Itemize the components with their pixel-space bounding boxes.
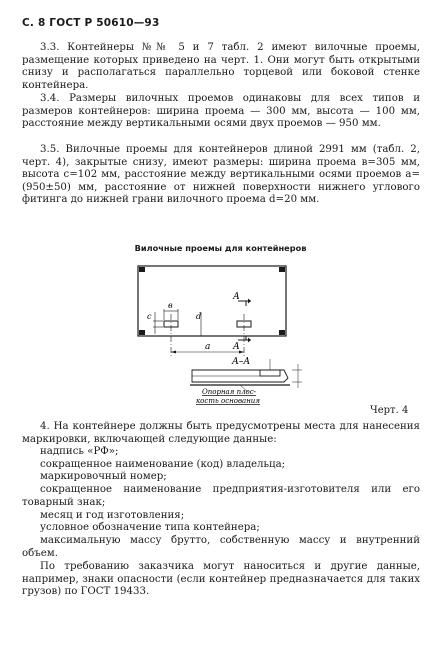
label-dim-a: а — [205, 342, 211, 352]
label-dim-d: d — [196, 312, 202, 321]
label-section-title: А–А — [232, 357, 251, 367]
label-base-note-2: кость основания — [196, 397, 260, 405]
marking-item: надпись «РФ»; — [40, 446, 119, 457]
marking-item: сокращенное наименование (код) владельца; — [40, 459, 286, 470]
marking-item: месяц и год изготовления; — [40, 510, 185, 521]
label-section-a-top: А — [233, 292, 240, 302]
marking-item: сокращенное наименование предприятия-изготовителя или его товарный знак; — [22, 484, 420, 508]
label-dim-b: в — [168, 301, 173, 310]
label-base-note-1: Опорная плос- — [202, 388, 257, 396]
page-header: С. 8 ГОСТ Р 50610—93 — [22, 17, 160, 29]
forklift-pocket-drawing — [120, 254, 320, 419]
marking-item: маркировочный номер; — [40, 471, 167, 482]
paragraph-3-4: 3.4. Размеры вилочных проемов одинаковы для всех типов и размеров контейнеров: ширина проема — 300 мм, высота — 100 мм, расстояние между вертикальными осями двух проемов — 950 мм. — [22, 93, 420, 130]
figure-number: Черт. 4 — [370, 405, 409, 416]
figure-caption: Вилочные проемы для контейнеров — [134, 243, 307, 253]
paragraph-final: По требованию заказчика могут наноситься и другие данные, например, знаки опасности (если контейнер предназначается для таких грузов) по ГОСТ 19433. — [22, 561, 420, 598]
label-dim-c: с — [147, 312, 152, 321]
marking-item: условное обозначение типа контейнера; — [40, 522, 260, 533]
paragraph-3-3: 3.3. Контейнеры №№ 5 и 7 табл. 2 имеют вилочные проемы, размещение которых приведено на черт. 1. Они могут быть открытыми снизу и располагаться параллельно торцевой или боковой стенке контейнера. — [22, 42, 420, 91]
marking-item: максимальную массу брутто, собственную массу и внутренний объем. — [22, 535, 420, 559]
paragraph-3-5: 3.5. Вилочные проемы для контейнеров длиной 2991 мм (табл. 2, черт. 4), закрытые снизу, имеют размеры: ширина проема в=305 мм, высота с=102 мм, расстояние между вертикальными осями проемов а=(950±50) мм, расстояние от нижней поверхности нижнего углового фитинга до нижней грани вилочного проема d=20 мм. — [22, 144, 420, 206]
paragraph-4: 4. На контейнере должны быть предусмотрены места для нанесения маркировки, включающей следующие данные: — [22, 421, 420, 445]
label-section-a-bottom: А — [233, 342, 240, 352]
